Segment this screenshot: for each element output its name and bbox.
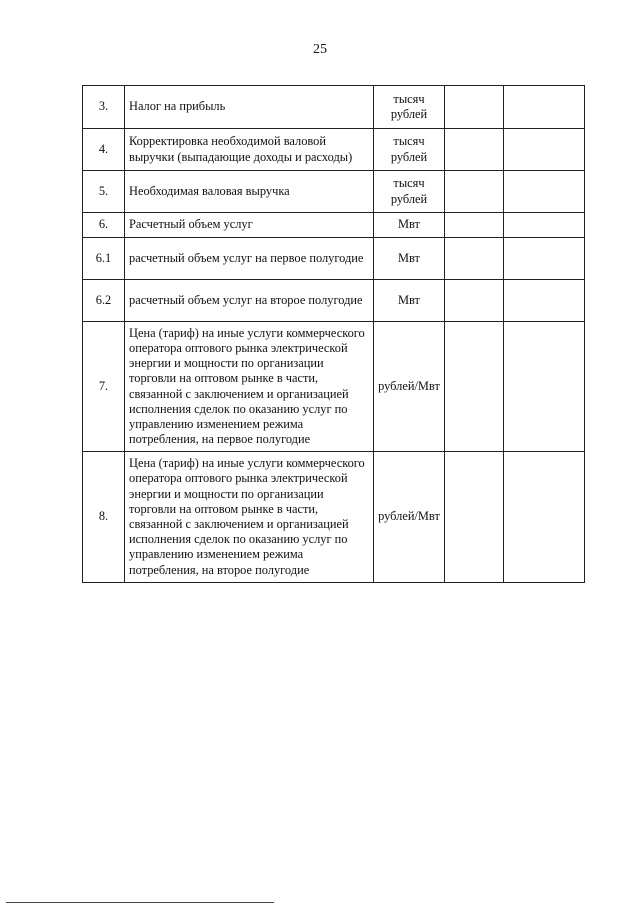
value-cell	[504, 171, 585, 213]
value-cell	[445, 129, 504, 171]
row-name: Налог на прибыль	[125, 86, 374, 129]
row-unit: Мвт	[374, 280, 445, 322]
row-number: 5.	[83, 171, 125, 213]
row-number: 3.	[83, 86, 125, 129]
row-name: Расчетный объем услуг	[125, 213, 374, 238]
value-cell	[504, 238, 585, 280]
row-number: 7.	[83, 322, 125, 452]
value-cell	[504, 322, 585, 452]
table-row	[83, 280, 585, 322]
row-unit: тысяч рублей	[374, 86, 445, 129]
row-number: 4.	[83, 129, 125, 171]
table-row	[83, 452, 585, 583]
row-name: расчетный объем услуг на первое полугодие	[125, 238, 374, 280]
row-unit: тысяч рублей	[374, 171, 445, 213]
table-row	[83, 86, 585, 129]
row-unit: Мвт	[374, 238, 445, 280]
row-number: 6.1	[83, 238, 125, 280]
row-name: Корректировка необходимой валовой выручки (выпадающие доходы и расходы)	[125, 129, 374, 171]
row-name: Необходимая валовая выручка	[125, 171, 374, 213]
row-number: 8.	[83, 452, 125, 583]
table-row	[83, 322, 585, 452]
table-row	[83, 213, 585, 238]
tariff-table	[82, 85, 585, 583]
table-row	[83, 238, 585, 280]
row-name: Цена (тариф) на иные услуги коммерческого оператора оптового рынка электрической энергии и мощности по организации торговли на оптовом рынке в части, связанной с заключением и организацией исполнения сделок по оказанию услуг по управлению изменением режима потребления, на второе полугодие	[125, 452, 374, 583]
value-cell	[504, 452, 585, 583]
value-cell	[445, 171, 504, 213]
value-cell	[445, 238, 504, 280]
row-unit: тысяч рублей	[374, 129, 445, 171]
value-cell	[445, 280, 504, 322]
value-cell	[445, 86, 504, 129]
row-unit: рублей/Мвт	[374, 322, 445, 452]
row-name: Цена (тариф) на иные услуги коммерческого оператора оптового рынка электрической энергии и мощности по организации торговли на оптовом рынке в части, связанной с заключением и организацией исполнения сделок по оказанию услуг по управлению изменением режима потребления, на первое полугодие	[125, 322, 374, 452]
value-cell	[504, 280, 585, 322]
table-row	[83, 171, 585, 213]
value-cell	[504, 86, 585, 129]
scan-edge-line	[6, 902, 274, 903]
value-cell	[445, 452, 504, 583]
table-row	[83, 129, 585, 171]
row-number: 6.	[83, 213, 125, 238]
value-cell	[504, 129, 585, 171]
value-cell	[504, 213, 585, 238]
value-cell	[445, 322, 504, 452]
row-name: расчетный объем услуг на второе полугодие	[125, 280, 374, 322]
value-cell	[445, 213, 504, 238]
page-number: 25	[313, 42, 327, 57]
row-unit: Мвт	[374, 213, 445, 238]
row-unit: рублей/Мвт	[374, 452, 445, 583]
row-number: 6.2	[83, 280, 125, 322]
